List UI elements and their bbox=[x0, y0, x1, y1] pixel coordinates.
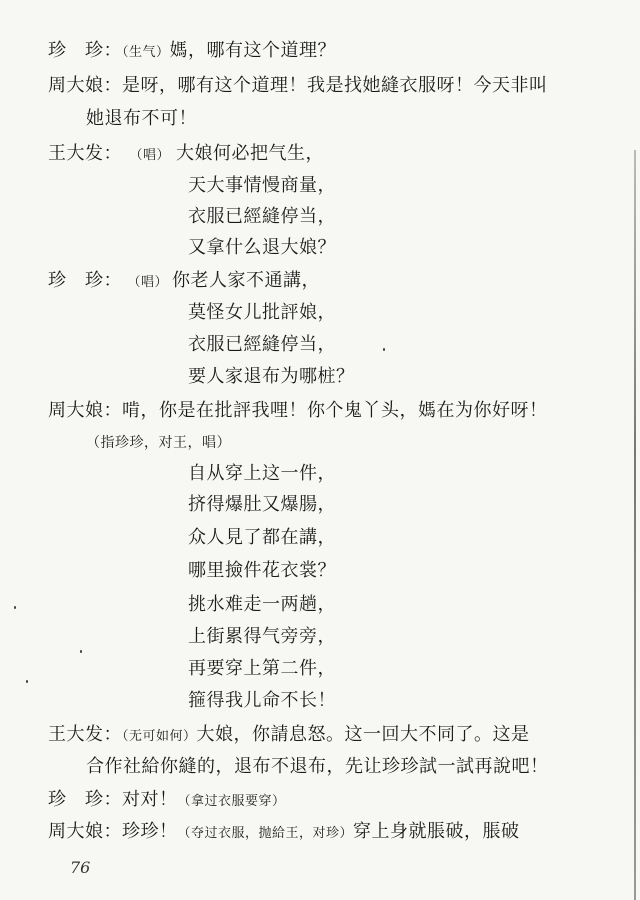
verse-text: 自从穿上这一件， bbox=[188, 463, 336, 484]
line-text: 媽，哪有这个道理？ bbox=[169, 40, 337, 61]
print-speck bbox=[383, 348, 385, 351]
speaker-name: 珍 珍： bbox=[48, 270, 122, 291]
dialogue-line bbox=[48, 270, 320, 294]
dialogue-line bbox=[48, 40, 336, 64]
verse-line bbox=[188, 690, 336, 712]
line-text: 对对！ bbox=[122, 789, 178, 810]
verse-line bbox=[188, 527, 336, 549]
verse-text: 挤得爆肚又爆腸， bbox=[188, 494, 336, 515]
verse-text: 要人家退布为哪桩？ bbox=[188, 366, 355, 387]
line-text: 啃，你是在批評我哩！你个鬼丫头，媽在为你好呀！ bbox=[122, 400, 548, 421]
line-text: 是呀，哪有这个道理！我是找她縫衣服呀！今天非叫 bbox=[122, 75, 548, 96]
stage-direction: （唱） bbox=[136, 148, 171, 163]
verse-text: 莫怪女儿批評娘， bbox=[188, 302, 336, 323]
stage-direction bbox=[86, 432, 231, 454]
print-speck bbox=[14, 606, 16, 609]
verse-text: 天大事情慢商量， bbox=[188, 175, 336, 196]
verse-line bbox=[188, 302, 336, 324]
stage-direction: （唱） bbox=[134, 275, 169, 290]
stage-direction: （生气） bbox=[122, 45, 170, 60]
verse-text: 衣服已經縫停当， bbox=[188, 334, 336, 355]
print-speck bbox=[26, 680, 28, 683]
verse-line bbox=[188, 594, 336, 616]
verse-line bbox=[188, 626, 336, 648]
stage-direction: （无可如何） bbox=[122, 729, 197, 744]
dialogue-line bbox=[48, 789, 286, 813]
speaker-name: 周大娘： bbox=[48, 75, 122, 96]
speaker-name: 王大发： bbox=[48, 724, 122, 745]
page-edge-shadow bbox=[634, 150, 636, 900]
dialogue-line bbox=[48, 821, 520, 845]
verse-line bbox=[188, 175, 336, 197]
verse-text: 大娘何必把气生， bbox=[176, 143, 325, 164]
continuation-line bbox=[86, 756, 549, 778]
verse-line bbox=[188, 334, 336, 356]
verse-line bbox=[188, 366, 355, 388]
line-text: 穿上身就脹破，脹破 bbox=[353, 821, 520, 842]
line-text: 合作社給你縫的，退布不退布，先让珍珍試一試再說吧！ bbox=[86, 756, 549, 777]
verse-text: 众人見了都在講， bbox=[188, 527, 336, 548]
line-text: 她退布不可！ bbox=[86, 108, 197, 129]
verse-text: 你老人家不通講， bbox=[172, 270, 321, 291]
speaker-name: 王大发： bbox=[48, 143, 122, 164]
verse-line bbox=[188, 463, 336, 485]
stage-direction: （拿过衣服要穿） bbox=[177, 794, 286, 809]
verse-text: 挑水难走一两趟， bbox=[188, 594, 336, 615]
verse-text: 再要穿上第二件， bbox=[188, 658, 336, 679]
stage-direction-text: （指珍珍，对王，唱） bbox=[86, 435, 231, 451]
verse-text: 上街累得气旁旁， bbox=[188, 626, 336, 647]
dialogue-line bbox=[48, 400, 548, 422]
dialogue-line bbox=[48, 75, 548, 97]
verse-line bbox=[188, 494, 336, 516]
verse-text: 又拿什么退大娘？ bbox=[188, 237, 336, 258]
line-text: 大娘，你請息怒。这一回大不同了。这是 bbox=[196, 724, 530, 745]
stage-direction: （夺过衣服，抛給王，对珍） bbox=[177, 826, 354, 841]
dialogue-line bbox=[48, 724, 530, 748]
verse-text: 衣服已經縫停当， bbox=[188, 206, 336, 227]
verse-text: 箍得我儿命不长！ bbox=[188, 690, 336, 711]
speaker-name: 周大娘： bbox=[48, 400, 122, 421]
verse-text: 哪里撿件花衣裳？ bbox=[188, 560, 336, 581]
dialogue-line bbox=[48, 143, 324, 167]
page-number: 76 bbox=[70, 858, 91, 877]
verse-line bbox=[188, 658, 336, 680]
print-speck bbox=[80, 650, 82, 653]
speaker-name: 周大娘： bbox=[48, 821, 122, 842]
speaker-name: 珍 珍： bbox=[48, 789, 122, 810]
continuation-line bbox=[86, 108, 197, 130]
verse-line bbox=[188, 206, 336, 228]
line-text: 珍珍！ bbox=[122, 821, 178, 842]
verse-line bbox=[188, 237, 336, 259]
verse-line bbox=[188, 560, 336, 582]
speaker-name: 珍 珍： bbox=[48, 40, 122, 61]
